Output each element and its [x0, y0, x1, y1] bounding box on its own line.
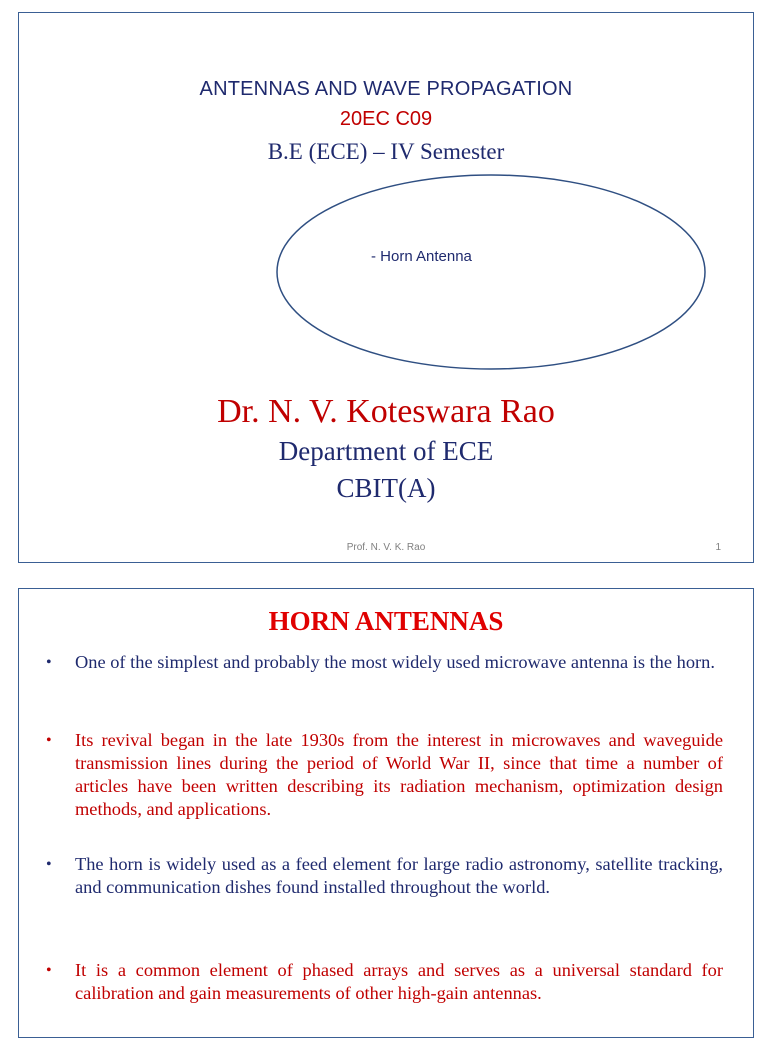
author-department: Department of ECE [278, 436, 494, 466]
topic-ellipse [275, 173, 707, 371]
program-semester: B.E (ECE) – IV Semester [267, 139, 505, 164]
title-slide [18, 12, 754, 563]
topic-label: - Horn Antenna [371, 248, 472, 265]
page-number: 1 [715, 542, 721, 553]
slide-footer: Prof. N. V. K. Rao [346, 542, 426, 553]
author-name: Dr. N. V. Koteswara Rao [217, 393, 555, 430]
slide-heading: HORN ANTENNAS [268, 606, 504, 636]
content-slide [18, 588, 754, 1038]
bullet-text: Its revival began in the late 1930s from the interest in microwaves and waveguide transmission lines during the period of World War II, since that time a number of articles have been written describing its radiation mechanism, optimization design methods, and applications. [75, 730, 723, 819]
bullet-icon: • [46, 856, 52, 873]
bullet-icon: • [46, 654, 52, 671]
bullet-text: The horn is widely used as a feed element for large radio astronomy, satellite tracking, and communication dishes found installed throughout the world. [75, 854, 723, 897]
course-code: 20EC C09 [339, 108, 433, 130]
bullet-icon: • [46, 962, 52, 979]
course-title: ANTENNAS AND WAVE PROPAGATION [199, 78, 573, 100]
bullet-icon: • [46, 732, 52, 749]
bullet-text: One of the simplest and probably the most widely used microwave antenna is the horn. [75, 652, 715, 672]
author-institution: CBIT(A) [336, 473, 436, 503]
bullet-text: It is a common element of phased arrays and serves as a universal standard for calibration and gain measurements of other high-gain antennas. [75, 960, 723, 1003]
